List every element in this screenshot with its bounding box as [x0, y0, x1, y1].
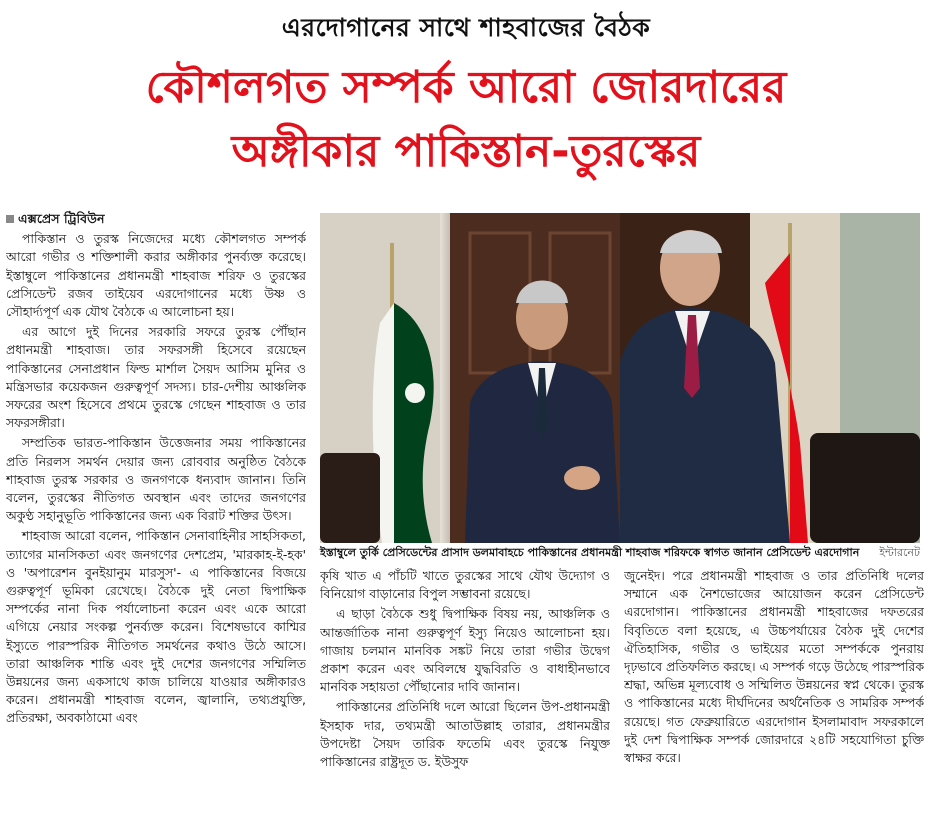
paragraph: জুনেইদ। পরে প্রধানমন্ত্রী শাহবাজ ও তার প্রতিনিধি দলের সম্মানে এক নৈশভোজের আয়োজন করেন প্রেসিডেন্ট এরদোগান। পাকিস্তানের প্রধানমন্ত্রী শাহবাজের দফতরের বিবৃতিতে বলা হয়েছে, এ উচ্চপর্যায়ের বৈঠক দুই দেশের ঐতিহাসিক, গভীর ও ভাইয়ের মতো সম্পর্ককে পুনরায় দৃঢ়ভাবে প্রতিফলিত করছে। এ সম্পর্ক গড়ে উঠেছে পারস্পরিক শ্রদ্ধা, অভিন্ন মূল্যবোধ ও সম্মিলিত উন্নয়নের স্বপ্ন থেকে। তুরস্ক ও পাকিস্তানের মধ্যে দীর্ঘদিনের অর্থনৈতিক ও সামরিক সম্পর্ক রয়েছে। গত ফেব্রুয়ারিতে এরদোগান ইসলামাবাদ সফরকালে দুই দেশ দ্বিপাক্ষিক সম্পর্ক জোরদারে ২৪টি সহযোগিতা চুক্তি স্বাক্ষর করে। — [624, 568, 924, 766]
byline — [6, 210, 306, 228]
headline-line-2: অঙ্গীকার পাকিস্তান-তুরস্কের — [231, 126, 701, 177]
byline-text: এক্সপ্রেস ট্রিবিউন — [18, 211, 105, 226]
paragraph: শাহবাজ আরো বলেন, পাকিস্তান সেনাবাহিনীর সাহসিকতা, ত্যাগের মানসিকতা এবং জনগণের দেশপ্রেম, 'মারকাহ-ই-হক' ও 'অপারেশন বুনইয়ানুম মারসুস'- এ পাকিস্তানের বিজয়ে গুরুত্বপূর্ণ ভূমিকা রেখেছে। বৈঠকে দুই নেতা দ্বিপাক্ষিক সম্পর্কের নানা দিক পর্যালোচনা করেন এবং একে আরো এগিয়ে নেয়ার সংকল্প পুনর্ব্যক্ত করেন। বিশেষভাবে কাশ্মির ইস্যুতে পারস্পরিক নীতিগত সমর্থনের কথাও উঠে আসে। তারা আঞ্চলিক শান্তি এবং দুই দেশের জনগণের সম্মিলিত উন্নয়নের জন্য একসাথে কাজ চালিয়ে যাওয়ার অঙ্গীকারও করেন। প্রধানমন্ত্রী শাহবাজ বলেন, জ্বালানি, তথ্যপ্রযুক্তি, প্রতিরক্ষা, অবকাঠামো এবং — [6, 528, 306, 726]
article-column-1 — [6, 210, 306, 822]
headline — [0, 56, 932, 184]
paragraph: এ ছাড়া বৈঠকে শুধু দ্বিপাক্ষিক বিষয় নয়, আঞ্চলিক ও আন্তর্জাতিক নানা গুরুত্বপূর্ণ ইস্যু নিয়েও আলোচনা হয়। গাজায় চলমান মানবিক সঙ্কট নিয়ে তারা গভীর উদ্বেগ প্রকাশ করেন এবং অবিলম্বে যুদ্ধবিরতি ও বাধাহীনভাবে মানবিক সহায়তা পৌঁছানোর দাবি জানান। — [320, 606, 610, 695]
photo-caption-bar — [320, 545, 920, 561]
paragraph: কৃষি খাত এ পাঁচটি খাতে তুরস্কের সাথে যৌথ উদ্যোগ ও বিনিয়োগ বাড়ানোর বিপুল সম্ভাবনা রয়েছে। — [320, 568, 610, 602]
photo-illustration — [320, 213, 920, 543]
paragraph: এর আগে দুই দিনের সরকারি সফরে তুরস্ক পৌঁছান প্রধানমন্ত্রী শাহবাজ। তার সফরসঙ্গী হিসেবে রয়েছেন পাকিস্তানের সেনাপ্রধান ফিল্ড মার্শাল সৈয়দ আসিম মুনির ও মন্ত্রিসভার কয়েকজন গুরুত্বপূর্ণ সদস্য। চার-দেশীয় আঞ্চলিক সফরের অংশ হিসেবে প্রথমে তুরস্কে গেছেন শাহবাজ ও তার সফরসঙ্গীরা। — [6, 324, 306, 431]
paragraph: পাকিস্তান ও তুরস্ক নিজেদের মধ্যে কৌশলগত সম্পর্ক আরো গভীর ও শক্তিশালী করার অঙ্গীকার পুনর্ব্যক্ত করেছে। ইস্তাম্বুলে পাকিস্তানের প্রধানমন্ত্রী শাহবাজ শরিফ ও তুরস্কের প্রেসিডেন্ট রজব তাইয়েব এরদোগানের মধ্যে উষ্ণ ও সৌহার্দ্যপূর্ণ এক যৌথ বৈঠকে এ আলোচনা হয়। — [6, 231, 306, 320]
photo-credit: ইন্টারনেট — [879, 546, 920, 559]
article-column-3 — [624, 567, 924, 822]
article-column-2 — [320, 567, 610, 822]
paragraph: পাকিস্তানের প্রতিনিধি দলে আরো ছিলেন উপ-প্রধানমন্ত্রী ইসহাক দার, তথ্যমন্ত্রী আতাউল্লাহ তারার, প্রধানমন্ত্রীর উপদেষ্টা সৈয়দ তারিক ফতেমি এবং তুরস্কে নিযুক্ত পাকিস্তানের রাষ্ট্রদূত ড. ইউসুফ — [320, 699, 610, 770]
paragraph: সম্প্রতিক ভারত-পাকিস্তান উত্তেজনার সময় পাকিস্তানের প্রতি নিরলস সমর্থন দেয়ার জন্য রোববার অনুষ্ঠিত বৈঠকে শাহবাজ তুরস্ক সরকার ও জনগণকে ধন্যবাদ জানান। তিনি বলেন, তুরস্কের নীতিগত অবস্থান এবং তাদের জনগণের অকুণ্ঠ সহানুভূতি পাকিস্তানের জন্য এক বিরাট শক্তির উৎস। — [6, 435, 306, 524]
news-photo — [320, 213, 920, 543]
photo-caption: ইস্তাম্বুলে তুর্কি প্রেসিডেন্টের প্রাসাদ ডলমাবাহচে পাকিস্তানের প্রধানমন্ত্রী শাহবাজ শরিফকে স্বাগত জানান প্রেসিডেন্ট এরদোগান — [320, 546, 860, 559]
byline-square-icon — [6, 215, 14, 223]
kicker: এরদোগানের সাথে শাহবাজের বৈঠক — [281, 13, 651, 42]
headline-line-1: কৌশলগত সম্পর্ক আরো জোরদারের — [145, 62, 787, 113]
handshake-icon — [564, 466, 600, 490]
